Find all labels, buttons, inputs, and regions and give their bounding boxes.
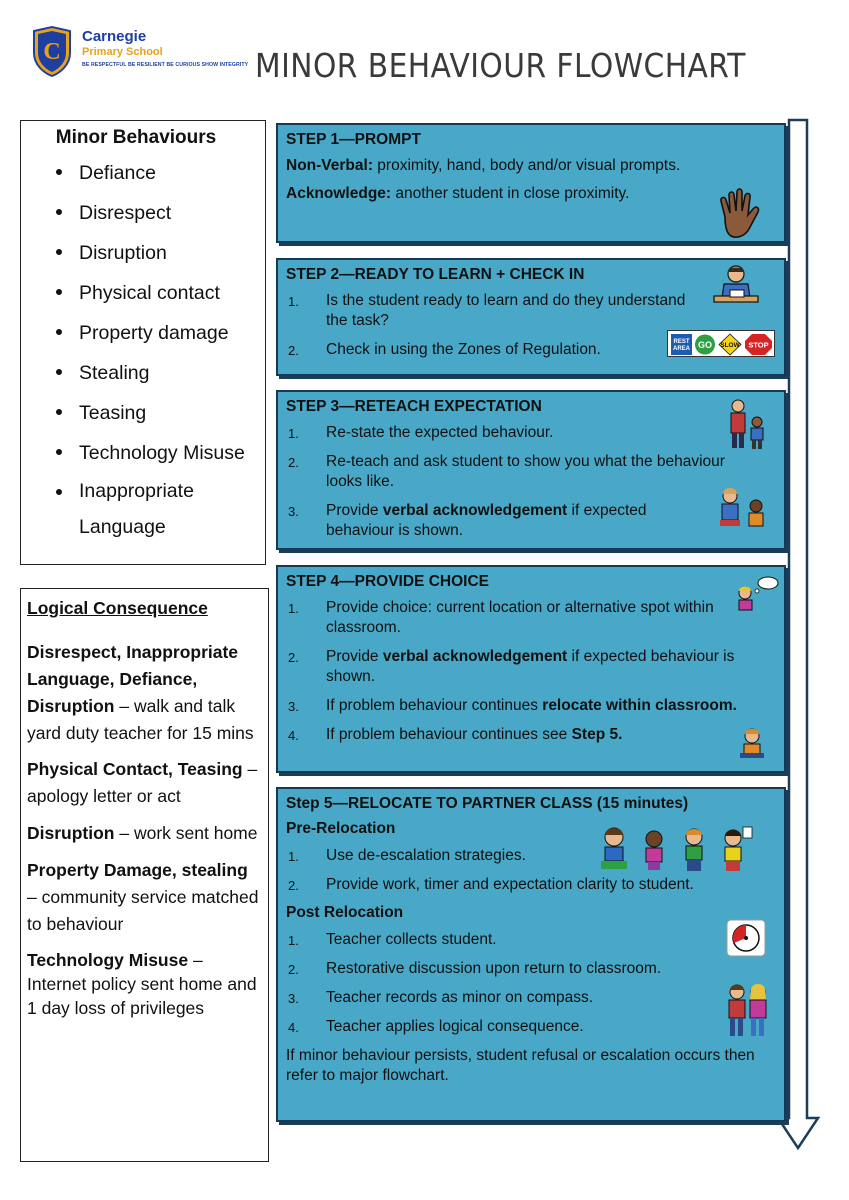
minor-behaviours-list (27, 153, 259, 510)
step-title: STEP 2—READY TO LEARN + CHECK IN (286, 266, 585, 283)
acknowledge-label: Acknowledge: (286, 185, 392, 202)
item-number: 2. (288, 962, 299, 977)
list-item (286, 696, 776, 716)
item-text-bold: verbal acknowledgement (382, 502, 568, 519)
school-subtitle: Primary School (82, 46, 163, 58)
item-text-post: if expected behaviour is shown. (326, 502, 647, 539)
item-text: Re-state the expected behaviour. (326, 424, 554, 441)
item-number: 4. (288, 1020, 299, 1035)
consequence-behaviours: Property Damage, stealing (27, 860, 248, 880)
item-number: 1. (288, 426, 299, 441)
list-item: Disrespect (27, 193, 259, 233)
step-5-panel (276, 787, 786, 1122)
logical-consequence-panel (20, 588, 269, 1162)
logical-consequence-title: Logical Consequence (27, 598, 208, 618)
consequence-item (27, 822, 262, 845)
list-item: Technology Misuse (27, 433, 259, 473)
item-number: 4. (288, 728, 299, 743)
list-item: Physical contact (27, 273, 259, 313)
escalation-note: If minor behaviour persists, student refusal or escalation occurs then refer to major flowchart. (286, 1047, 755, 1084)
list-item: Disruption (27, 233, 259, 273)
list-item (286, 647, 776, 687)
consequence-action: – community service matched to behaviour (27, 887, 259, 934)
emotions-children-icon (598, 825, 753, 875)
list-item (286, 452, 731, 492)
step-title: STEP 4—PROVIDE CHOICE (286, 573, 489, 590)
item-number: 1. (288, 294, 299, 309)
school-crest-icon (30, 25, 74, 77)
item-number: 1. (288, 849, 299, 864)
item-text-pre: Provide (326, 648, 383, 665)
consequence-action: – walk and talk yard duty teacher for 15 mins (27, 696, 254, 743)
two-students-icon (724, 981, 772, 1039)
list-item (286, 875, 776, 895)
consequence-item (27, 948, 262, 1020)
item-text-post: if expected behaviour is shown. (326, 648, 735, 685)
svg-text:STOP: STOP (748, 340, 769, 350)
acknowledge-line (286, 184, 776, 204)
consequence-behaviours: Disruption (27, 823, 115, 843)
step-title: Step 5—RELOCATE TO PARTNER CLASS (15 minutes) (286, 795, 689, 812)
minor-behaviours-title: Minor Behaviours (55, 127, 217, 148)
list-item (286, 988, 776, 1008)
list-item: Stealing (27, 353, 259, 393)
consequence-action: – Internet policy sent home and 1 day loss of privileges (27, 950, 257, 1018)
item-text: Provide choice: current location or alternative spot within classroom. (326, 599, 714, 636)
sitting-child-icon (734, 725, 770, 761)
item-text: Re-teach and ask student to show you what the behaviour looks like. (326, 453, 725, 490)
list-item (286, 1017, 776, 1037)
acknowledge-text: another student in close proximity. (391, 185, 630, 202)
list-item-continuation: Language (79, 516, 166, 538)
svg-text:GO: GO (697, 340, 713, 350)
consequence-behaviours: Disrespect, Inappropriate Language, Defiance, Disruption (27, 642, 239, 716)
item-text-bold: verbal acknowledgement (382, 648, 568, 665)
crest-letter: C (43, 39, 61, 65)
consequence-action: – work sent home (114, 823, 258, 843)
item-text-pre: If problem behaviour continues (326, 697, 543, 714)
list-item: Teasing (27, 393, 259, 433)
consequence-behaviours: Technology Misuse (27, 950, 189, 970)
item-number: 2. (288, 455, 299, 470)
item-text-bold: Step 5. (571, 726, 623, 743)
item-number: 2. (288, 878, 299, 893)
item-number: 2. (288, 650, 299, 665)
nonverbal-label: Non-Verbal: (286, 157, 373, 174)
item-text: Teacher applies logical consequence. (326, 1018, 584, 1035)
raised-hand-icon (715, 187, 765, 241)
step-list (286, 598, 776, 745)
consequence-item (27, 639, 262, 747)
step-4-panel (276, 565, 786, 773)
post-relocation-list (286, 930, 776, 1037)
step-3-panel (276, 390, 786, 550)
step-1-panel (276, 123, 786, 243)
student-at-desk-icon (710, 264, 762, 312)
consequence-behaviours: Physical Contact, Teasing (27, 759, 243, 779)
item-number: 2. (288, 343, 299, 358)
step-2-panel (276, 258, 786, 376)
svg-text:REST: REST (673, 339, 690, 345)
consequence-action: – apology letter or act (27, 759, 258, 806)
list-item (286, 501, 716, 541)
item-number: 1. (288, 601, 299, 616)
item-text-bold: relocate within classroom. (542, 697, 737, 714)
item-number: 3. (288, 504, 299, 519)
minor-behaviours-panel (20, 120, 266, 565)
step-list (286, 423, 776, 541)
teacher-and-student-icon (726, 398, 768, 450)
item-text: Use de-escalation strategies. (326, 847, 526, 864)
item-text: Provide work, timer and expectation clarity to student. (326, 876, 694, 893)
item-text-pre: Provide (326, 502, 383, 519)
school-motto: BE RESPECTFUL BE RESILIENT BE CURIOUS SHOW INTEGRITY (82, 62, 249, 68)
item-number: 3. (288, 699, 299, 714)
school-name: Carnegie (82, 28, 147, 45)
thinking-child-icon (734, 575, 780, 615)
timer-icon (726, 919, 766, 957)
item-text: Restorative discussion upon return to classroom. (326, 960, 662, 977)
nonverbal-line (286, 156, 776, 176)
students-talking-icon (718, 484, 770, 532)
list-item: Inappropriate (27, 473, 259, 510)
item-text: Check in using the Zones of Regulation. (326, 341, 601, 358)
svg-text:AREA: AREA (672, 346, 691, 352)
list-item (286, 959, 776, 979)
post-relocation-label: Post Relocation (286, 904, 404, 921)
list-item (286, 598, 741, 638)
pre-relocation-label: Pre-Relocation (286, 820, 396, 837)
consequence-item (27, 756, 262, 810)
page-title: MINOR BEHAVIOUR FLOWCHART (255, 46, 746, 85)
item-text: Teacher collects student. (326, 931, 497, 948)
list-item (286, 725, 776, 745)
step-title: STEP 1—PROMPT (286, 131, 421, 148)
school-logo (30, 25, 249, 80)
item-text: Is the student ready to learn and do they understand the task? (326, 292, 686, 329)
nonverbal-text: proximity, hand, body and/or visual prompts. (372, 157, 681, 174)
item-text: Teacher records as minor on compass. (326, 989, 594, 1006)
svg-text:SLOW: SLOW (720, 342, 740, 349)
item-text-pre: If problem behaviour continues see (326, 726, 572, 743)
consequence-item (27, 857, 262, 938)
list-item: Property damage (27, 313, 259, 353)
item-number: 1. (288, 933, 299, 948)
list-item (286, 291, 686, 331)
zones-signs (667, 330, 775, 357)
item-number: 3. (288, 991, 299, 1006)
list-item: Defiance (27, 153, 259, 193)
step-title: STEP 3—RETEACH EXPECTATION (286, 398, 542, 415)
list-item (286, 423, 776, 443)
zones-of-regulation-icon (668, 331, 776, 358)
list-item (286, 930, 776, 950)
